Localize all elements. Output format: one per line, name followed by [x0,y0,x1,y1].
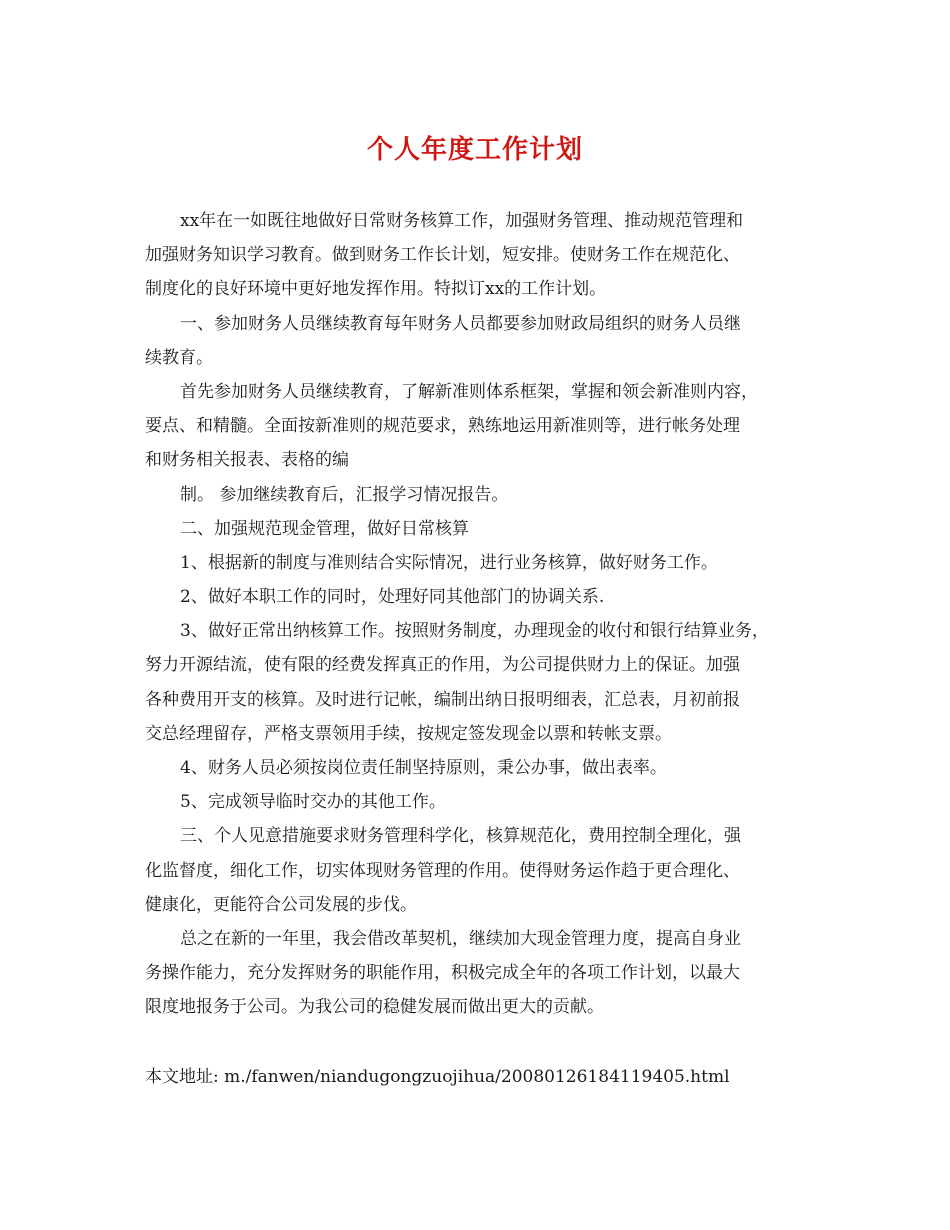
body-text-line: 交总经理留存，严格支票领用手续，按规定签发现金以票和转帐支票。 [145,723,672,744]
body-text-line: 二、加强规范现金管理，做好日常核算 [180,518,469,539]
body-text-line: 努力开源结流，使有限的经费发挥真正的作用，为公司提供财力上的保证。加强 [145,655,740,676]
body-text-line: 务操作能力，充分发挥财务的职能作用，积极完成全年的各项工作计划，以最大 [145,963,740,984]
body-text-line: 总之在新的一年里，我会借改革契机，继续加大现金管理力度，提高自身业 [180,928,741,949]
body-text-line: 一、参加财务人员继续教育每年财务人员都要参加财政局组织的财务人员继 [180,313,741,334]
document-body [145,204,825,1025]
body-text-line: 和财务相关报表、表格的编 [145,450,349,471]
body-text-line: 首先参加财务人员继续教育，了解新准则体系框架，掌握和领会新准则内容， [180,381,758,402]
body-text-line: 加强财务知识学习教育。做到财务工作长计划，短安排。使财务工作在规范化、 [145,245,740,266]
source-url-line[interactable]: 本文地址: m./fanwen/niandugongzuojihua/20080126184119405.html [145,1067,730,1087]
body-text-line: xx年在一如既往地做好日常财务核算工作，加强财务管理、推动规范管理和 [180,211,744,231]
body-text-line: 要点、和精髓。全面按新准则的规范要求，熟练地运用新准则等，进行帐务处理 [145,416,740,437]
body-text-line: 三、个人见意措施要求财务管理科学化，核算规范化，费用控制全理化，强 [180,826,741,847]
body-text-line: 各种费用开支的核算。及时进行记帐，编制出纳日报明细表，汇总表，月初前报 [145,689,740,710]
body-text-line: 制。 参加继续教育后，汇报学习情况报告。 [180,484,509,505]
body-text-line: 5、完成领导临时交办的其他工作。 [180,792,446,813]
body-text-line: 2、做好本职工作的同时，处理好同其他部门的协调关系. [180,587,605,608]
body-text-line: 3、做好正常出纳核算工作。按照财务制度，办理现金的收付和银行结算业务， [180,621,769,642]
body-text-line: 1、根据新的制度与准则结合实际情况，进行业务核算，做好财务工作。 [180,552,718,573]
body-text-line: 化监督度，细化工作，切实体现财务管理的作用。使得财务运作趋于更合理化、 [145,860,740,881]
body-text-line: 限度地报务于公司。为我公司的稳健发展而做出更大的贡献。 [145,997,604,1018]
body-text-line: 续教育。 [145,347,213,368]
body-text-line: 制度化的良好环境中更好地发挥作用。特拟订xx的工作计划。 [145,279,607,300]
body-text-line: 4、财务人员必须按岗位责任制坚持原则，秉公办事，做出表率。 [180,758,667,778]
document-title: 个人年度工作计划 [366,135,583,165]
body-text-line: 健康化，更能符合公司发展的步伐。 [145,894,417,915]
